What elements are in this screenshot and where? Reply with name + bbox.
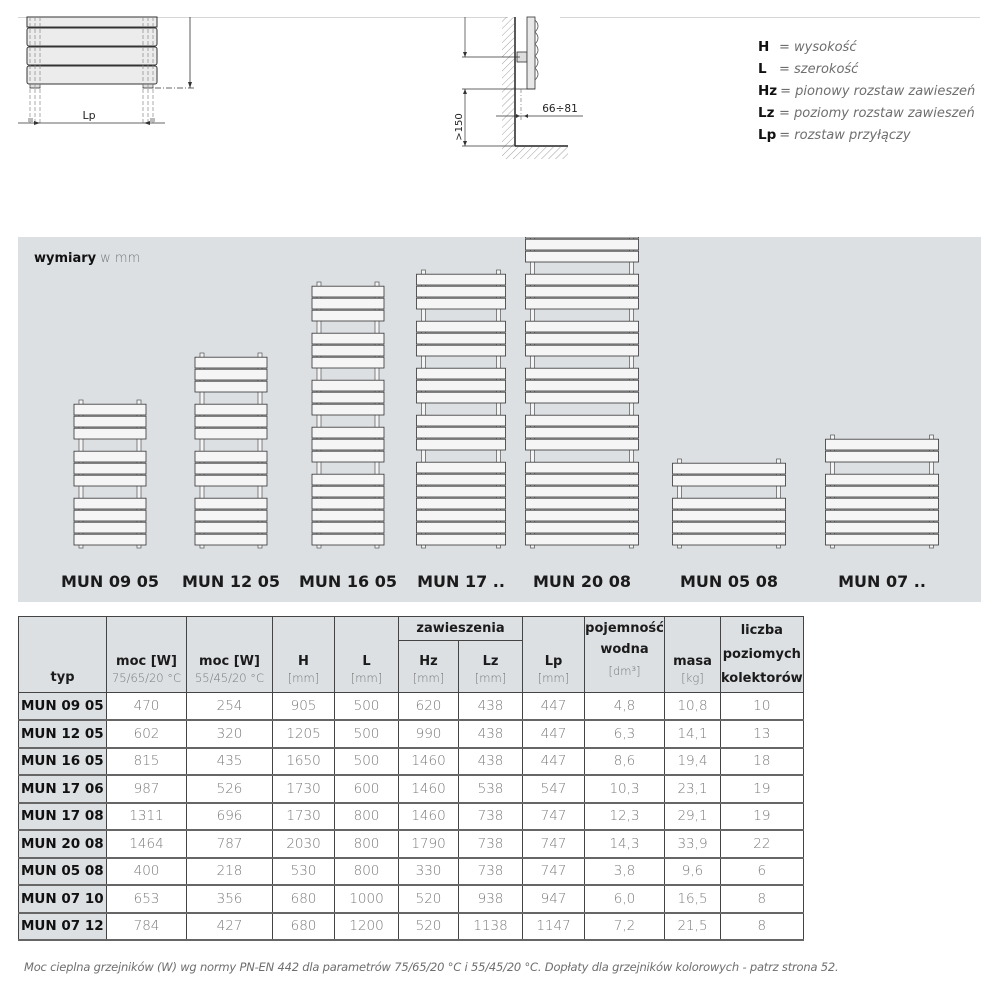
row-type-cell: MUN 17 08 [19,803,107,831]
table-row [19,803,804,831]
table-cell: 16,5 [665,885,721,913]
table-cell: 1311 [107,803,187,831]
dimensions-panel [18,237,981,602]
table-cell: 1730 [273,775,335,803]
header-zawieszenia: zawieszenia [399,617,523,641]
radiator-drawing [417,270,506,548]
header-liczba [721,617,804,693]
radiator-bar [526,333,639,344]
table-cell: 602 [107,720,187,748]
lp-dimension-label: Lp [82,109,96,122]
radiator-bar [673,463,786,474]
radiator-bar [312,498,384,509]
radiator-bar [195,522,267,533]
row-type-cell: MUN 07 12 [19,913,107,941]
radiator-label: MUN 20 08 [533,572,631,591]
table-cell: 1205 [273,720,335,748]
table-cell: 800 [335,858,399,886]
radiator-bar [74,428,146,439]
radiator-bar [417,392,506,403]
table-row [19,748,804,776]
radiator-bar [195,451,267,462]
row-type-cell: MUN 05 08 [19,858,107,886]
table-cell: 1460 [399,748,459,776]
table-cell: 747 [523,830,585,858]
radiator-label: MUN 17 .. [417,572,505,591]
radiator-bar [526,380,639,391]
radiator-bar [673,510,786,521]
legend-item [758,124,975,146]
header-label: moc [W] [199,654,260,669]
legend-symbol: Lp [758,127,777,143]
row-type-cell: MUN 07 10 [19,885,107,913]
radiator-bar [417,510,506,521]
header-label: Lp [544,654,563,669]
radiator-bar [826,522,939,533]
table-cell: 1730 [273,803,335,831]
radiator-bar [312,404,384,415]
radiator-bar [526,522,639,533]
radiator-bar [195,534,267,545]
header-label: moc [W] [116,654,177,669]
header-unit: [mm] [537,671,570,685]
legend-description: = rozstaw przyłączy [779,127,911,143]
table-cell: 3,8 [585,858,665,886]
header-unit: [mm] [287,671,320,685]
table-cell: 500 [335,720,399,748]
radiator-bar [74,534,146,545]
radiator-bar [526,462,639,473]
header-unit: [dm³] [608,664,641,678]
header-label: poziomych [722,646,801,662]
table-cell: 738 [459,858,523,886]
header-label: Lz [482,654,499,669]
table-cell: 1138 [459,913,523,941]
radiator-bar [826,474,939,485]
table-cell: 747 [523,858,585,886]
legend-description: = wysokość [779,39,857,55]
footnote: Moc cieplna grzejników (W) wg normy PN-EN 442 dla parametrów 75/65/20 °C i 55/45/20 °C. Dopłaty dla grzejników kolorowych - patrz strona 52. [24,960,839,974]
table-cell: 938 [459,885,523,913]
radiator-label: MUN 12 05 [182,572,280,591]
header-unit: [mm] [350,671,383,685]
table-cell: 6 [721,858,804,886]
table-cell: 438 [459,693,523,721]
header-h [273,617,335,693]
radiator-drawing [195,353,267,548]
table-cell: 1147 [523,913,585,941]
table-header [19,617,804,693]
radiator-bar [312,474,384,485]
legend-description: = szerokość [779,61,859,77]
table-cell: 947 [523,885,585,913]
radiator-bar [526,321,639,332]
radiator-label: MUN 05 08 [680,572,778,591]
table-cell: 2030 [273,830,335,858]
table-cell: 19,4 [665,748,721,776]
radiator-label: MUN 07 .. [838,572,926,591]
technical-drawings [0,0,700,180]
table-cell: 680 [273,913,335,941]
table-cell: 447 [523,720,585,748]
radiator-bar [74,416,146,427]
radiator-bar [526,237,639,238]
row-type-cell: MUN 16 05 [19,748,107,776]
radiator-bar [526,486,639,497]
panel-title-text: wymiary [34,251,97,266]
offset-dimension-label: 66÷81 [542,103,578,115]
radiator-bar [195,369,267,380]
table-cell: 12,3 [585,803,665,831]
table-cell: 23,1 [665,775,721,803]
table-cell: 526 [187,775,273,803]
radiator-bar [417,534,506,545]
table-cell: 320 [187,720,273,748]
radiator-bar [526,286,639,297]
radiator-bar [417,522,506,533]
table-row [19,830,804,858]
table-cell: 7,2 [585,913,665,941]
table-body [19,693,804,941]
table-cell: 6,3 [585,720,665,748]
radiator-label: MUN 16 05 [299,572,397,591]
radiator-bar [417,427,506,438]
radiator-bar [312,345,384,356]
radiator-bar [526,510,639,521]
radiator-bar [826,498,939,509]
header-label: pojemność [585,621,664,636]
table-row [19,720,804,748]
radiator-drawing [74,400,146,548]
legend-item [758,36,975,58]
radiator-bar [526,534,639,545]
clearance-dimension-label: >150 [454,113,465,141]
table-cell: 447 [523,693,585,721]
table-cell: 218 [187,858,273,886]
legend-description: = poziomy rozstaw zawieszeń [779,105,975,121]
table-cell: 538 [459,775,523,803]
radiator-bar [312,310,384,321]
radiator-bar [526,251,639,262]
table-cell: 435 [187,748,273,776]
table-cell: 500 [335,748,399,776]
radiator-bar [826,486,939,497]
header-unit: 55/45/20 °C [194,671,265,685]
table-row [19,693,804,721]
header-typ: typ [19,617,107,693]
header-hz [399,641,459,693]
radiator-bar [195,510,267,521]
table-cell: 14,1 [665,720,721,748]
symbol-legend [758,36,975,146]
radiator-bar [417,298,506,309]
radiator-bar [195,357,267,368]
radiator-bar [195,463,267,474]
radiator-bar [417,368,506,379]
row-type-cell: MUN 12 05 [19,720,107,748]
table-cell: 530 [273,858,335,886]
table-cell: 547 [523,775,585,803]
radiator-bar [417,321,506,332]
radiator-bar [74,451,146,462]
table-cell: 10,3 [585,775,665,803]
radiator-drawing [826,435,939,548]
table-cell: 330 [399,858,459,886]
header-label: H [298,654,309,669]
table-cell: 738 [459,803,523,831]
radiator-bar [526,298,639,309]
header-lp [523,617,585,693]
table-cell: 1650 [273,748,335,776]
radiator-bar [673,522,786,533]
radiator-bar [417,286,506,297]
radiator-bar [526,474,639,485]
table-cell: 19 [721,803,804,831]
table-cell: 800 [335,830,399,858]
radiator-bar [526,427,639,438]
legend-symbol: L [758,61,767,77]
radiator-bar [417,333,506,344]
radiator-bar [312,427,384,438]
table-cell: 1000 [335,885,399,913]
table-row [19,775,804,803]
table-cell: 8,6 [585,748,665,776]
radiator-bar [526,368,639,379]
legend-item [758,102,975,124]
row-type-cell: MUN 20 08 [19,830,107,858]
table-cell: 9,6 [665,858,721,886]
side-view-drawing [454,17,583,159]
radiator-bar [526,498,639,509]
table-cell: 987 [107,775,187,803]
radiator-bar [826,534,939,545]
table-cell: 4,8 [585,693,665,721]
table-cell: 14,3 [585,830,665,858]
header-label: Hz [419,654,438,669]
radiator-bar [417,345,506,356]
header-l [335,617,399,693]
radiator-bar [312,357,384,368]
header-lz [459,641,523,693]
radiator-bar [673,475,786,486]
radiator-bar [417,462,506,473]
radiator-bar [312,534,384,545]
radiator-bar [74,510,146,521]
radiator-bar [312,298,384,309]
header-label: kolektorów [721,670,803,686]
radiator-bar [526,415,639,426]
table-cell: 254 [187,693,273,721]
table-cell: 800 [335,803,399,831]
legend-symbol: Hz [758,83,778,99]
table-row [19,858,804,886]
table-cell: 21,5 [665,913,721,941]
legend-item [758,80,975,102]
radiator-bar [673,498,786,509]
radiator-bar [195,475,267,486]
radiator-bar [312,522,384,533]
radiator-bar [417,439,506,450]
radiator-bar [74,522,146,533]
header-unit: [kg] [681,671,704,685]
table-cell: 400 [107,858,187,886]
radiator-bar [312,439,384,450]
table-row [19,913,804,941]
table-cell: 356 [187,885,273,913]
legend-symbol: Lz [758,105,775,121]
header-label: liczba [740,622,783,638]
radiator-bar [526,439,639,450]
header-pojemnosc [585,617,665,693]
radiator-bar [74,404,146,415]
radiator-bar [826,451,939,462]
table-cell: 905 [273,693,335,721]
radiator-illustrations [18,237,981,602]
table-cell: 438 [459,720,523,748]
radiator-bar [195,404,267,415]
radiator-drawing [312,282,384,548]
radiator-bar [312,286,384,297]
radiator-bar [195,416,267,427]
table-cell: 815 [107,748,187,776]
header-label: masa [673,654,712,669]
radiator-bar [526,392,639,403]
radiator-bar [74,463,146,474]
row-type-cell: MUN 17 06 [19,775,107,803]
table-cell: 1464 [107,830,187,858]
radiator-bar [417,486,506,497]
radiator-bar [74,475,146,486]
table-cell: 447 [523,748,585,776]
table-cell: 22 [721,830,804,858]
table-cell: 990 [399,720,459,748]
table-cell: 1460 [399,775,459,803]
table-cell: 470 [107,693,187,721]
header-label: L [362,654,371,669]
radiator-bar [826,439,939,450]
radiator-bar [312,392,384,403]
radiator-bar [312,486,384,497]
table-cell: 500 [335,693,399,721]
table-cell: 33,9 [665,830,721,858]
radiator-bar [417,380,506,391]
table-cell: 438 [459,748,523,776]
radiator-drawing [526,237,639,548]
radiator-bar [195,428,267,439]
table-cell: 653 [107,885,187,913]
header-moc-55 [187,617,273,693]
radiator-bar [417,415,506,426]
legend-item [758,58,975,80]
table-row [19,885,804,913]
radiator-label: MUN 09 05 [61,572,159,591]
radiator-bar [417,498,506,509]
radiator-bar [417,474,506,485]
table-cell: 13 [721,720,804,748]
radiator-bar [826,510,939,521]
table-cell: 8 [721,885,804,913]
header-label: wodna [600,642,649,657]
table-cell: 427 [187,913,273,941]
specification-table [18,616,804,941]
radiator-drawing [673,459,786,548]
header-masa [665,617,721,693]
legend-symbol: H [758,39,770,55]
radiator-bar [312,380,384,391]
radiator-bar [673,534,786,545]
table-cell: 787 [187,830,273,858]
radiator-bar [312,510,384,521]
table-cell: 18 [721,748,804,776]
header-moc-75 [107,617,187,693]
table-cell: 1790 [399,830,459,858]
table-cell: 10,8 [665,693,721,721]
table-cell: 600 [335,775,399,803]
table-cell: 1460 [399,803,459,831]
table-cell: 738 [459,830,523,858]
table-cell: 680 [273,885,335,913]
radiator-bar [74,498,146,509]
table-cell: 696 [187,803,273,831]
table-cell: 6,0 [585,885,665,913]
table-cell: 520 [399,885,459,913]
header-unit: [mm] [474,671,507,685]
radiator-bar [195,498,267,509]
table-cell: 10 [721,693,804,721]
radiator-bar [526,274,639,285]
table-cell: 520 [399,913,459,941]
radiator-bar [312,451,384,462]
radiator-bar [417,274,506,285]
table-cell: 19 [721,775,804,803]
panel-title-unit: w mm [100,251,141,266]
legend-description: = pionowy rozstaw zawieszeń [780,83,976,99]
header-unit: 75/65/20 °C [111,671,182,685]
table-cell: 747 [523,803,585,831]
table-cell: 784 [107,913,187,941]
radiator-bar [526,239,639,250]
header-unit: [mm] [412,671,445,685]
radiator-bar [526,345,639,356]
row-type-cell: MUN 09 05 [19,693,107,721]
table-cell: 29,1 [665,803,721,831]
radiator-bar [195,381,267,392]
table-cell: 620 [399,693,459,721]
table-cell: 1200 [335,913,399,941]
table-cell: 8 [721,913,804,941]
radiator-bar [312,333,384,344]
front-view-drawing [18,17,195,125]
